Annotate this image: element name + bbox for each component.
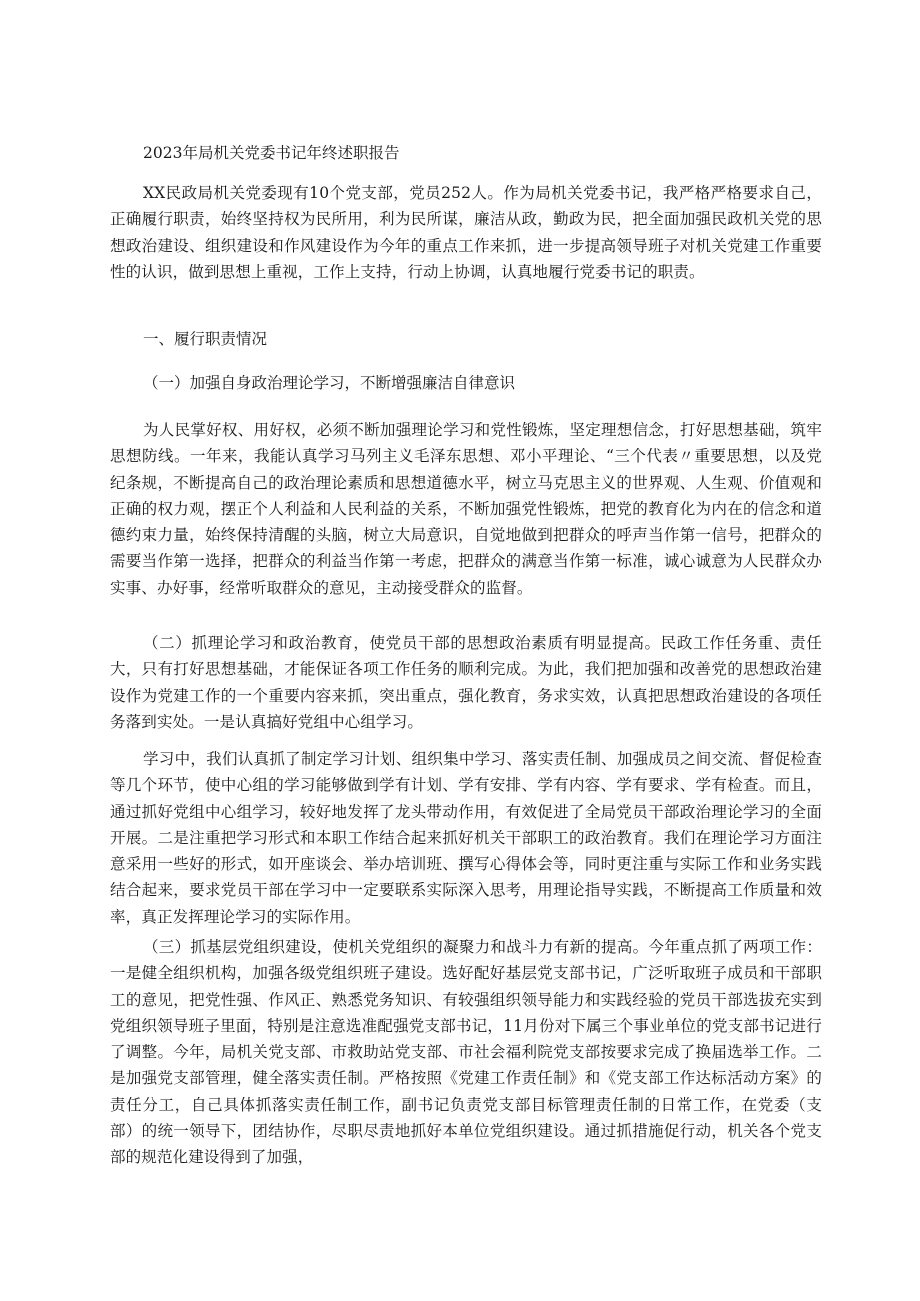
- paragraph-party-organization: （三）抓基层党组织建设，使机关党组织的凝聚力和战斗力有新的提高。今年重点抓了两项工作：一是健全组织机构，加强各级党组织班子建设。选好配好基层党支部书记，广泛听取班子成员和干部职工的意见，把党性强、作风正、熟悉党务知识、有较强组织领导能力和实践经验的党员干部选拔充实到党组织领导班子里面，特别是注意选准配强党支部书记，11月份对下属三个事业单位的党支部书记进行了调整。今年，局机关党支部、市救助站党支部、市社会福利院党支部按要求完成了换届选举工作。二是加强党支部管理，健全落实责任制。严格按照《党建工作责任制》和《党支部工作达标活动方案》的责任分工，自己具体抓落实责任制工作，副书记负责党支部目标管理责任制的日常工作，在党委（支部）的统一领导下，团结协作，尽职尽责地抓好本单位党组织建设。通过抓措施促行动，机关各个党支部的规范化建设得到了加强，: [110, 938, 822, 1167]
- intro-paragraph: XX民政局机关党委现有10个党支部，党员252人。作为局机关党委书记，我严格严格要求自己，正确履行职责，始终坚持权为民所用，利为民所谋，廉洁从政，勤政为民，把全面加强民政机关党的思想政治建设、组织建设和作风建设作为今年的重点工作来抓，进一步提高领导班子对机关党建工作重要性的认识，做到思想上重视，工作上支持，行动上协调，认真地履行党委书记的职责。: [110, 184, 822, 281]
- subsection-heading-theory-study: （一）加强自身政治理论学习，不断增强廉洁自律意识: [143, 374, 516, 392]
- paragraph-study-continuation: 学习中，我们认真抓了制定学习计划、组织集中学习、落实责任制、加强成员之间交流、督促检查等几个环节，使中心组的学习能够做到学有计划、学有安排、学有内容、学有要求、学有检查。而且，通过抓好党组中心组学习，较好地发挥了龙头带动作用，有效促进了全局党员干部政治理论学习的全面开展。二是注重把学习形式和本职工作结合起来抓好机关干部职工的政治教育。我们在理论学习方面注意采用一些好的形式，如开座谈会、举办培训班、撰写心得体会等，同时更注重与实际工作和业务实践结合起来，要求党员干部在学习中一定要联系实际深入思考，用理论指导实践，不断提高工作质量和效率，真正发挥理论学习的实际作用。: [110, 750, 822, 926]
- paragraph-theory-study: 为人民掌好权、用好权，必须不断加强理论学习和党性锻炼，坚定理想信念，打好思想基础，筑牢思想防线。一年来，我能认真学习马列主义毛泽东思想、邓小平理论、“三个代表〃重要思想，以及党纪条规，不断提高自己的政治理论素质和思想道德水平，树立马克思主义的世界观、人生观、价值观和正确的权力观，摆正个人利益和人民利益的关系，不断加强党性锻炼，把党的教育化为内在的信念和道德约束力量，始终保持清醒的头脑，树立大局意识，自觉地做到把群众的呼声当作第一信号，把群众的需要当作第一选择，把群众的利益当作第一考虑，把群众的满意当作第一标准，诚心诚意为人民群众办实事、办好事，经常听取群众的意见，主动接受群众的监督。: [110, 421, 822, 597]
- section-heading-duties: 一、履行职责情况: [143, 330, 268, 348]
- paragraph-political-education: （二）抓理论学习和政治教育，使党员干部的思想政治素质有明显提高。民政工作任务重、责任大，只有打好思想基础，才能保证各项工作任务的顺利完成。为此，我们把加强和改善党的思想政治建设作为党建工作的一个重要内容来抓，突出重点，强化教育，务求实效，认真把思想政治建设的各项任务落到实处。一是认真搞好党组中心组学习。: [110, 634, 822, 731]
- document-title: 2023年局机关党委书记年终述职报告: [143, 144, 400, 162]
